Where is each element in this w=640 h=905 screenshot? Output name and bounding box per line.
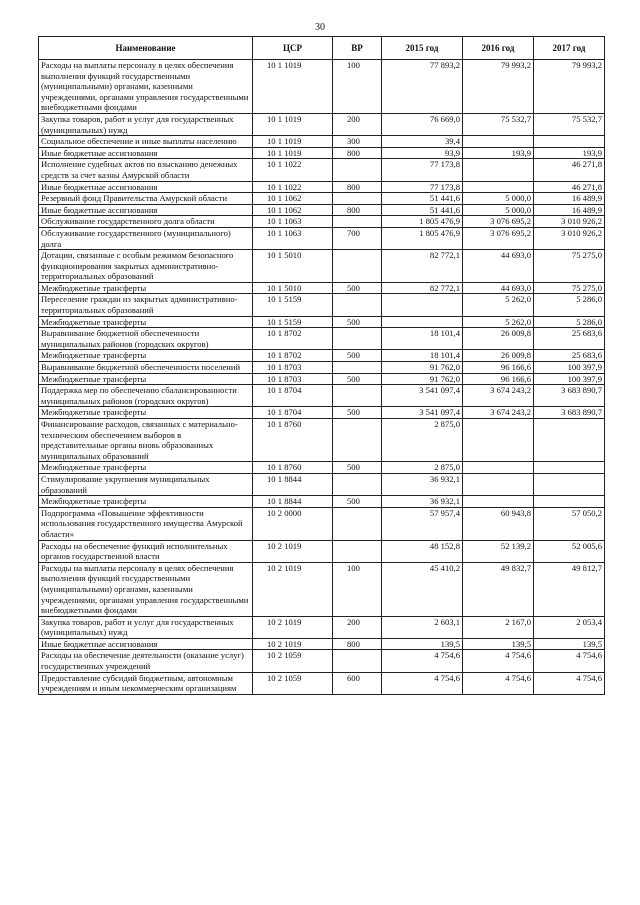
- cell-csr: 10 1 1019: [253, 60, 333, 114]
- cell-name: Переселение граждан из закрытых административно-территориальных образований: [39, 294, 253, 316]
- cell-vr: 800: [333, 638, 382, 650]
- cell-csr: 10 1 8704: [253, 385, 333, 407]
- cell-2015: 82 772,1: [382, 282, 463, 294]
- cell-csr: 10 1 8760: [253, 419, 333, 462]
- cell-2017: 3 010 926,2: [534, 216, 605, 228]
- cell-vr: [333, 216, 382, 228]
- cell-2017: 139,5: [534, 638, 605, 650]
- table-row: [39, 473, 605, 495]
- cell-2016: 79 993,2: [463, 60, 534, 114]
- cell-vr: [333, 419, 382, 462]
- cell-name: Иные бюджетные ассигнования: [39, 147, 253, 159]
- cell-name: Обслуживание государственного (муниципального) долга: [39, 227, 253, 249]
- cell-vr: [333, 294, 382, 316]
- cell-2016: 3 076 695,2: [463, 227, 534, 249]
- cell-name: Дотации, связанные с особым режимом безопасного функционирования закрытых административно-территориальных образований: [39, 250, 253, 283]
- cell-csr: 10 1 5010: [253, 282, 333, 294]
- cell-vr: 500: [333, 496, 382, 508]
- cell-name: Расходы на обеспечение деятельности (оказание услуг) государственных учреждений: [39, 650, 253, 672]
- cell-csr: 10 1 1022: [253, 159, 333, 181]
- cell-2015: [382, 316, 463, 328]
- cell-csr: 10 1 8704: [253, 407, 333, 419]
- cell-vr: 700: [333, 227, 382, 249]
- cell-vr: 800: [333, 204, 382, 216]
- cell-2017: 75 532,7: [534, 113, 605, 135]
- cell-name: Социальное обеспечение и иные выплаты населению: [39, 136, 253, 148]
- cell-2016: 139,5: [463, 638, 534, 650]
- table-row: [39, 136, 605, 148]
- cell-2017: 52 005,6: [534, 540, 605, 562]
- table-row: [39, 181, 605, 193]
- cell-vr: 500: [333, 350, 382, 362]
- cell-csr: 10 1 5159: [253, 316, 333, 328]
- cell-2017: 75 275,0: [534, 250, 605, 283]
- table-row: [39, 419, 605, 462]
- cell-2016: 60 943,8: [463, 507, 534, 540]
- cell-name: Выравнивание бюджетной обеспеченности поселений: [39, 362, 253, 374]
- cell-2016: 52 139,2: [463, 540, 534, 562]
- cell-2016: [463, 419, 534, 462]
- table-row: [39, 507, 605, 540]
- cell-vr: 300: [333, 136, 382, 148]
- cell-2016: 49 832,7: [463, 562, 534, 616]
- cell-2017: [534, 419, 605, 462]
- cell-csr: 10 2 1019: [253, 562, 333, 616]
- cell-vr: [333, 507, 382, 540]
- cell-name: Расходы на выплаты персоналу в целях обеспечения выполнения функций государственными (муниципальными) органами, казенными учреждениями, органами управления государственными внебюджетными фондами: [39, 562, 253, 616]
- cell-csr: 10 1 1062: [253, 193, 333, 205]
- table-row: [39, 227, 605, 249]
- cell-name: Расходы на выплаты персоналу в целях обеспечения выполнения функций государственными (муниципальными) органами, казенными учреждениями, органами управления государственными внебюджетными фондами: [39, 60, 253, 114]
- cell-csr: 10 1 8844: [253, 473, 333, 495]
- cell-2015: 57 957,4: [382, 507, 463, 540]
- table-row: [39, 638, 605, 650]
- cell-csr: 10 1 1022: [253, 181, 333, 193]
- cell-2017: 5 286,0: [534, 294, 605, 316]
- cell-2015: 18 101,4: [382, 350, 463, 362]
- cell-vr: 100: [333, 60, 382, 114]
- table-row: [39, 294, 605, 316]
- table-row: [39, 540, 605, 562]
- cell-name: Исполнение судебных актов по взысканию денежных средств за счет казны Амурской области: [39, 159, 253, 181]
- cell-vr: [333, 473, 382, 495]
- cell-2017: 3 683 890,7: [534, 407, 605, 419]
- cell-2017: 46 271,8: [534, 159, 605, 181]
- header-2016: 2016 год: [463, 37, 534, 60]
- table-row: [39, 672, 605, 694]
- header-2017: 2017 год: [534, 37, 605, 60]
- cell-2017: [534, 473, 605, 495]
- cell-csr: 10 1 5159: [253, 294, 333, 316]
- cell-2016: 5 262,0: [463, 294, 534, 316]
- cell-2016: [463, 159, 534, 181]
- cell-2016: 2 167,0: [463, 616, 534, 638]
- cell-2016: 3 674 243,2: [463, 385, 534, 407]
- table-row: [39, 282, 605, 294]
- cell-vr: 200: [333, 113, 382, 135]
- cell-name: Межбюджетные трансферты: [39, 373, 253, 385]
- cell-2015: 76 669,0: [382, 113, 463, 135]
- cell-csr: 10 1 8703: [253, 373, 333, 385]
- cell-2015: 36 932,1: [382, 496, 463, 508]
- cell-2015: 45 410,2: [382, 562, 463, 616]
- table-row: [39, 616, 605, 638]
- cell-name: Финансирование расходов, связанных с материально-техническим обеспечением выборов в представительные органы вновь образованных муниципальных образований: [39, 419, 253, 462]
- cell-2015: 139,5: [382, 638, 463, 650]
- cell-vr: [333, 650, 382, 672]
- header-name: Наименование: [39, 37, 253, 60]
- cell-vr: 500: [333, 407, 382, 419]
- cell-csr: 10 1 8760: [253, 462, 333, 474]
- cell-2015: 77 173,8: [382, 159, 463, 181]
- cell-csr: 10 1 8702: [253, 328, 333, 350]
- cell-vr: 200: [333, 616, 382, 638]
- cell-csr: 10 2 1059: [253, 650, 333, 672]
- cell-2016: [463, 462, 534, 474]
- cell-2015: 39,4: [382, 136, 463, 148]
- cell-2015: 48 152,8: [382, 540, 463, 562]
- table-row: [39, 350, 605, 362]
- cell-csr: 10 1 8702: [253, 350, 333, 362]
- cell-csr: 10 1 8844: [253, 496, 333, 508]
- cell-2015: 77 173,8: [382, 181, 463, 193]
- cell-2016: [463, 136, 534, 148]
- header-row: [39, 37, 605, 60]
- cell-2016: 5 262,0: [463, 316, 534, 328]
- cell-2017: [534, 462, 605, 474]
- cell-2017: 3 010 926,2: [534, 227, 605, 249]
- cell-csr: 10 1 1019: [253, 136, 333, 148]
- cell-name: Резервный фонд Правительства Амурской области: [39, 193, 253, 205]
- cell-name: Иные бюджетные ассигнования: [39, 181, 253, 193]
- cell-2015: 51 441,6: [382, 204, 463, 216]
- cell-vr: 800: [333, 147, 382, 159]
- cell-name: Межбюджетные трансферты: [39, 350, 253, 362]
- cell-2017: 5 286,0: [534, 316, 605, 328]
- cell-2015: 93,9: [382, 147, 463, 159]
- cell-csr: 10 2 1019: [253, 638, 333, 650]
- cell-name: Межбюджетные трансферты: [39, 316, 253, 328]
- cell-2015: 3 541 097,4: [382, 385, 463, 407]
- cell-2015: 77 893,2: [382, 60, 463, 114]
- cell-2016: 4 754,6: [463, 672, 534, 694]
- cell-2015: 2 603,1: [382, 616, 463, 638]
- cell-2015: 2 875,0: [382, 419, 463, 462]
- table-row: [39, 193, 605, 205]
- table-row: [39, 496, 605, 508]
- cell-2015: 1 805 476,9: [382, 216, 463, 228]
- cell-vr: [333, 193, 382, 205]
- cell-2015: 91 762,0: [382, 362, 463, 374]
- table-header: [39, 37, 605, 60]
- cell-name: Иные бюджетные ассигнования: [39, 204, 253, 216]
- cell-2017: 16 489,9: [534, 204, 605, 216]
- cell-2017: [534, 136, 605, 148]
- cell-name: Иные бюджетные ассигнования: [39, 638, 253, 650]
- cell-vr: [333, 385, 382, 407]
- table-row: [39, 113, 605, 135]
- cell-2017: 3 683 890,7: [534, 385, 605, 407]
- cell-2016: [463, 473, 534, 495]
- cell-csr: 10 2 1059: [253, 672, 333, 694]
- table-row: [39, 147, 605, 159]
- cell-name: Стимулирование укрупнения муниципальных образований: [39, 473, 253, 495]
- table-row: [39, 373, 605, 385]
- cell-vr: [333, 250, 382, 283]
- table-body: [39, 60, 605, 695]
- cell-vr: 100: [333, 562, 382, 616]
- cell-2017: 46 271,8: [534, 181, 605, 193]
- table-row: [39, 250, 605, 283]
- table-row: [39, 159, 605, 181]
- cell-2016: 3 076 695,2: [463, 216, 534, 228]
- cell-2017: 16 489,9: [534, 193, 605, 205]
- cell-vr: [333, 362, 382, 374]
- table-row: [39, 328, 605, 350]
- table-row: [39, 362, 605, 374]
- cell-2017: 25 683,6: [534, 350, 605, 362]
- cell-csr: 10 1 1019: [253, 147, 333, 159]
- cell-2015: 18 101,4: [382, 328, 463, 350]
- cell-2017: 2 053,4: [534, 616, 605, 638]
- cell-2015: 1 805 476,9: [382, 227, 463, 249]
- cell-2016: 44 693,0: [463, 282, 534, 294]
- cell-2016: [463, 181, 534, 193]
- cell-2015: [382, 294, 463, 316]
- cell-csr: 10 2 1019: [253, 616, 333, 638]
- cell-name: Межбюджетные трансферты: [39, 407, 253, 419]
- cell-2017: 49 812,7: [534, 562, 605, 616]
- table-row: [39, 204, 605, 216]
- cell-2016: [463, 496, 534, 508]
- cell-2017: 193,9: [534, 147, 605, 159]
- cell-name: Межбюджетные трансферты: [39, 282, 253, 294]
- cell-vr: 500: [333, 316, 382, 328]
- cell-2016: 26 009,8: [463, 350, 534, 362]
- table-row: [39, 650, 605, 672]
- cell-vr: 600: [333, 672, 382, 694]
- header-vr: ВР: [333, 37, 382, 60]
- cell-2015: 82 772,1: [382, 250, 463, 283]
- cell-2015: 2 875,0: [382, 462, 463, 474]
- page-number: 30: [315, 22, 325, 33]
- cell-vr: [333, 540, 382, 562]
- cell-vr: [333, 159, 382, 181]
- cell-2017: 4 754,6: [534, 650, 605, 672]
- cell-name: Обслуживание государственного долга области: [39, 216, 253, 228]
- cell-csr: 10 1 1063: [253, 227, 333, 249]
- table-row: [39, 216, 605, 228]
- table-row: [39, 385, 605, 407]
- cell-csr: 10 1 5010: [253, 250, 333, 283]
- cell-csr: 10 2 1019: [253, 540, 333, 562]
- cell-2015: 91 762,0: [382, 373, 463, 385]
- cell-2016: 193,9: [463, 147, 534, 159]
- cell-name: Поддержка мер по обеспечению сбалансированности муниципальных районов (городских округов): [39, 385, 253, 407]
- cell-2016: 44 693,0: [463, 250, 534, 283]
- cell-2015: 36 932,1: [382, 473, 463, 495]
- cell-name: Выравнивание бюджетной обеспеченности муниципальных районов (городских округов): [39, 328, 253, 350]
- cell-vr: 800: [333, 181, 382, 193]
- cell-2016: 96 166,6: [463, 373, 534, 385]
- cell-csr: 10 1 1062: [253, 204, 333, 216]
- cell-vr: 500: [333, 462, 382, 474]
- cell-2015: 4 754,6: [382, 672, 463, 694]
- cell-name: Подпрограмма «Повышение эффективности использования государственного имущества Амурской области»: [39, 507, 253, 540]
- cell-2017: 75 275,0: [534, 282, 605, 294]
- cell-2017: [534, 496, 605, 508]
- cell-vr: 500: [333, 373, 382, 385]
- table-row: [39, 462, 605, 474]
- cell-name: Закупка товаров, работ и услуг для государственных (муниципальных) нужд: [39, 113, 253, 135]
- cell-csr: 10 2 0000: [253, 507, 333, 540]
- cell-2015: 3 541 097,4: [382, 407, 463, 419]
- table-row: [39, 60, 605, 114]
- cell-2017: 4 754,6: [534, 672, 605, 694]
- cell-name: Межбюджетные трансферты: [39, 496, 253, 508]
- cell-2016: 96 166,6: [463, 362, 534, 374]
- table-row: [39, 407, 605, 419]
- table-row: [39, 562, 605, 616]
- cell-vr: [333, 328, 382, 350]
- cell-2016: 3 674 243,2: [463, 407, 534, 419]
- cell-name: Предоставление субсидий бюджетным, автономным учреждениям и иным некоммерческим организациям: [39, 672, 253, 694]
- cell-2015: 51 441,6: [382, 193, 463, 205]
- cell-2016: 26 009,8: [463, 328, 534, 350]
- cell-2015: 4 754,6: [382, 650, 463, 672]
- cell-2016: 4 754,6: [463, 650, 534, 672]
- cell-csr: 10 1 1019: [253, 113, 333, 135]
- cell-2017: 100 397,9: [534, 362, 605, 374]
- table-row: [39, 316, 605, 328]
- cell-2017: 25 683,6: [534, 328, 605, 350]
- cell-name: Межбюджетные трансферты: [39, 462, 253, 474]
- cell-csr: 10 1 8703: [253, 362, 333, 374]
- cell-vr: 500: [333, 282, 382, 294]
- budget-table: [38, 36, 605, 695]
- cell-2016: 5 000,0: [463, 204, 534, 216]
- cell-name: Расходы на обеспечение функций исполнительных органов государственной власти: [39, 540, 253, 562]
- cell-2017: 79 993,2: [534, 60, 605, 114]
- cell-2016: 5 000,0: [463, 193, 534, 205]
- header-csr: ЦСР: [253, 37, 333, 60]
- cell-2017: 57 050,2: [534, 507, 605, 540]
- cell-name: Закупка товаров, работ и услуг для государственных (муниципальных) нужд: [39, 616, 253, 638]
- cell-2017: 100 397,9: [534, 373, 605, 385]
- cell-csr: 10 1 1063: [253, 216, 333, 228]
- header-2015: 2015 год: [382, 37, 463, 60]
- cell-2016: 75 532,7: [463, 113, 534, 135]
